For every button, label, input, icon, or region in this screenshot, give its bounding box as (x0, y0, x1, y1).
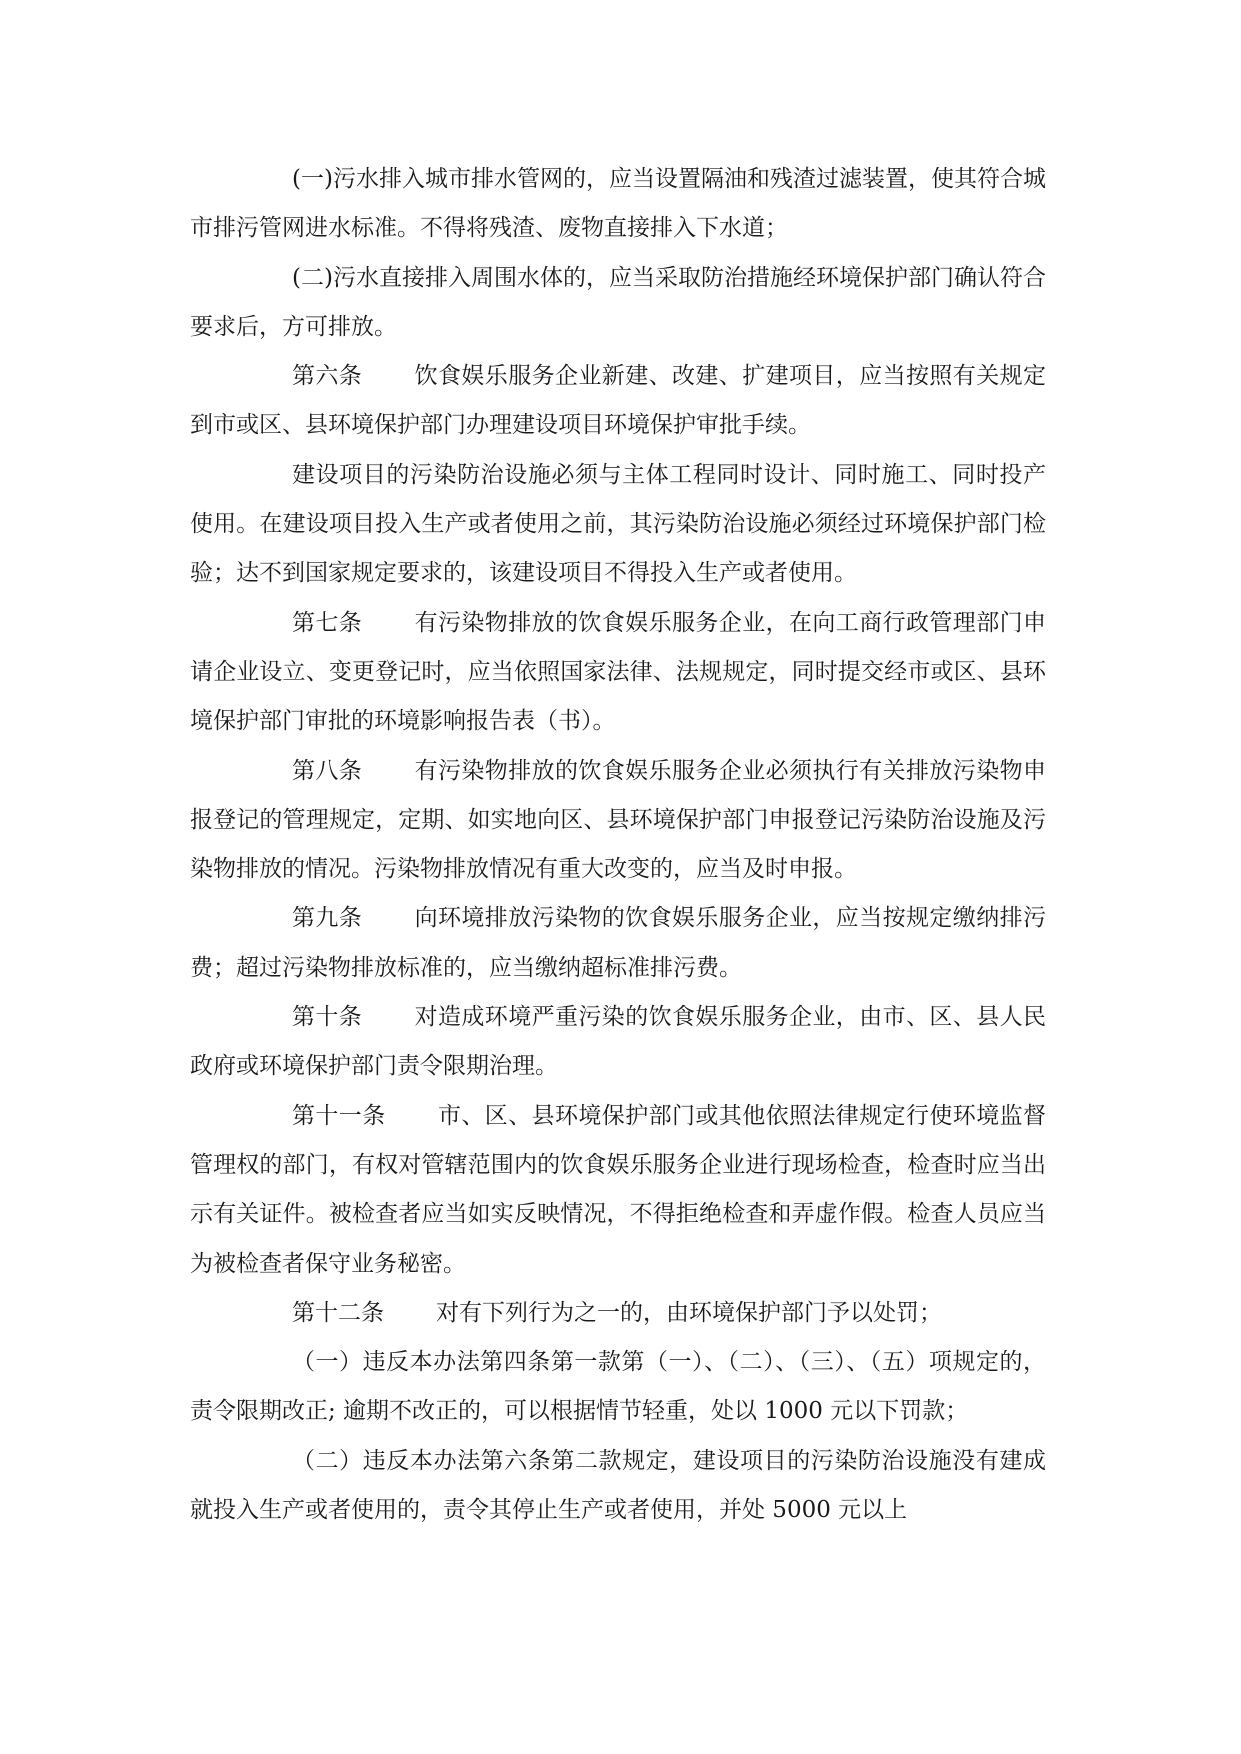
article-8-paragraph (190, 747, 1046, 895)
paragraph-text: 饮食娱乐服务企业新建、改建、扩建项目，应当按照有关规定到市或区、县环境保护部门办理建设项目环境保护审批手续。 (190, 363, 1047, 439)
paragraph-construction (190, 451, 1046, 599)
paragraph-text: （一）违反本办法第四条第一款第（一）、（二）、（三）、（五）项规定的，责令限期改正; 逾期不改正的，可以根据情节轻重，处以 1000 元以下罚款； (190, 1349, 1046, 1425)
paragraph-text: 向环境排放污染物的饮食娱乐服务企业，应当按规定缴纳排污费；超过污染物排放标准的，应当缴纳超标准排污费。 (190, 905, 1047, 981)
article-number: 第八条 (292, 757, 363, 784)
paragraph-text: (二)污水直接排入周围水体的，应当采取防治措施经环境保护部门确认符合要求后，方可排放。 (190, 264, 1046, 340)
article-number: 第七条 (292, 609, 363, 636)
article-9-paragraph (190, 894, 1046, 993)
article-number: 第十一条 (292, 1102, 386, 1129)
document-body (190, 155, 1046, 1535)
paragraph-text: 建设项目的污染防治设施必须与主体工程同时设计、同时施工、同时投产使用。在建设项目投入生产或者使用之前，其污染防治设施必须经过环境保护部门检验；达不到国家规定要求的，该建设项目不得投入生产或者使用。 (190, 461, 1046, 587)
article-12-paragraph (190, 1289, 1046, 1338)
article-7-paragraph (190, 599, 1046, 747)
paragraph-text: 市、区、县环境保护部门或其他依照法律规定行使环境监督管理权的部门，有权对管辖范围内的饮食娱乐服务企业进行现场检查，检查时应当出示有关证件。被检查者应当如实反映情况，不得拒绝检查和弄虚作假。检查人员应当为被检查者保守业务秘密。 (190, 1102, 1047, 1277)
penalty-item-1 (190, 1338, 1046, 1437)
penalty-item-2 (190, 1437, 1046, 1536)
article-11-paragraph (190, 1092, 1046, 1289)
paragraph-text: （二）违反本办法第六条第二款规定，建设项目的污染防治设施没有建成就投入生产或者使用的，责令其停止生产或者使用，并处 5000 元以上 (190, 1447, 1046, 1524)
paragraph-text: 有污染物排放的饮食娱乐服务企业必须执行有关排放污染物申报登记的管理规定，定期、如实地向区、县环境保护部门申报登记污染防治设施及污染物排放的情况。污染物排放情况有重大改变的，应当及时申报。 (190, 757, 1047, 883)
article-number: 第十二条 (292, 1299, 384, 1326)
paragraph-text: (一)污水排入城市排水管网的，应当设置隔油和残渣过滤装置，使其符合城市排污管网进水标准。不得将残渣、废物直接排入下水道； (190, 166, 1046, 242)
paragraph-text: 有污染物排放的饮食娱乐服务企业，在向工商行政管理部门申请企业设立、变更登记时，应当依照国家法律、法规规定，同时提交经市或区、县环境保护部门审批的环境影响报告表（书）。 (190, 609, 1047, 735)
paragraph-item-2 (190, 254, 1046, 353)
article-number: 第九条 (292, 905, 363, 932)
article-number: 第六条 (292, 363, 363, 390)
paragraph-text: 对造成环境严重污染的饮食娱乐服务企业，由市、区、县人民政府或环境保护部门责令限期治理。 (190, 1004, 1047, 1080)
paragraph-item-1 (190, 155, 1046, 254)
paragraph-text: 对有下列行为之一的，由环境保护部门予以处罚； (436, 1299, 942, 1326)
article-10-paragraph (190, 993, 1046, 1092)
article-number: 第十条 (292, 1004, 363, 1031)
article-6-paragraph (190, 352, 1046, 451)
